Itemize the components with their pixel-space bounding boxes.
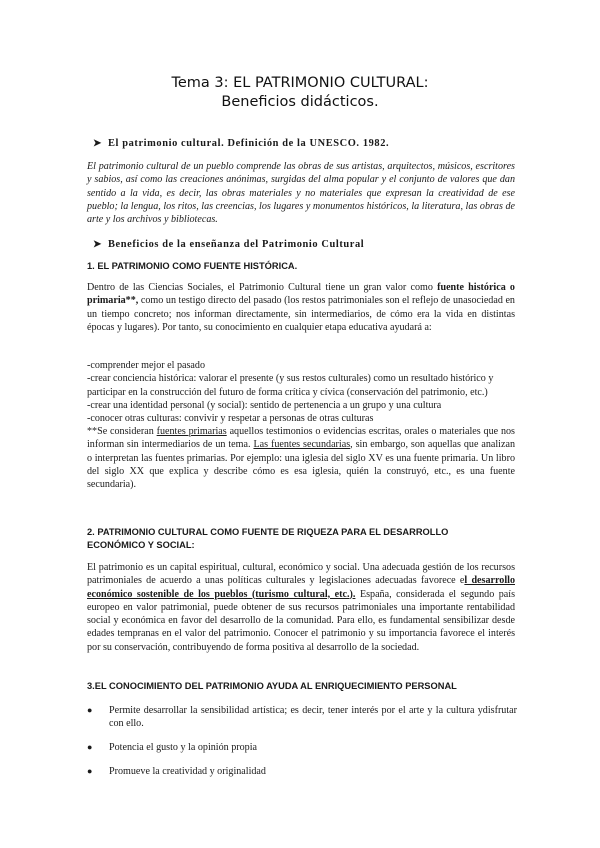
title-line-2: Beneficios didácticos. — [221, 94, 379, 110]
page-title — [0, 74, 600, 112]
note-text-c: , sin embargo, son aquellas que analizan o interpretan las fuentes primarias. Por ejemplo: una iglesia del siglo XV es una fuente primaria. Un libro del siglo XX que explica y describe cómo es esa iglesia, quién la construyó, etc., es una fuente secundaria). — [87, 439, 515, 491]
bullet-dot-icon: ● — [87, 766, 93, 776]
sources-note — [87, 425, 515, 491]
section-1-title: 1. EL PATRIMONIO COMO FUENTE HISTÓRICA. — [87, 261, 298, 271]
title-line-1: Tema 3: EL PATRIMONIO CULTURAL: — [171, 75, 429, 91]
section-2-paragraph — [87, 561, 515, 654]
section-1-text-a: Dentro de las Ciencias Sociales, el Patrimonio Cultural tiene un gran valor como — [87, 282, 433, 293]
bullet-text: Potencia el gusto y la opinión propia — [109, 742, 258, 753]
bullet-dot-icon: ● — [87, 742, 93, 752]
note-text-a: **Se consideran — [87, 426, 154, 437]
bullet-dot-icon: ● — [87, 705, 93, 715]
heading-unesco-text: El patrimonio cultural. Definición de la UNESCO. 1982. — [108, 138, 390, 149]
note-underline-primary: fuentes primarias — [156, 426, 227, 437]
section-1-paragraph — [87, 281, 515, 334]
section-2-bold: l desarrollo económico sostenible de los pueblos (turismo cultural, etc.). — [87, 575, 515, 600]
section-1-text-b: como un testigo directo del pasado (los restos patrimoniales son el reflejo de unasociedad en un tiempo concreto; nos informan directamente, sin intermediarios, de cómo era la vida en distintas épocas y lugares). Por tanto, su conocimiento en cualquier etapa educativa ayudará a: — [87, 295, 515, 333]
heading-unesco — [93, 138, 390, 149]
section-2-text-b: España, considerada el segundo país europeo en valor patrimonial, puede obtener de sus recursos patrimoniales una importante rentabilidad social y económica en favor del desarrollo de la comunidad. Para ello, es fundamental sensibilizar desde edades tempranas en el valor del patrimonio. Conocer el patrimonio y su importancia favorece el interés por su conservación, contribuyendo de forma positiva al desarrollo de la sociedad. — [87, 588, 516, 653]
section-3-title: 3.EL CONOCIMIENTO DEL PATRIMONIO AYUDA AL ENRIQUECIMIENTO PERSONAL — [87, 681, 457, 691]
section-2-title — [87, 526, 517, 552]
note-underline-secondary: Las fuentes secundarias — [253, 439, 351, 451]
unesco-definition: El patrimonio cultural de un pueblo comprende las obras de sus artistas, arquitectos, músicos, escritores y sabios, así como las creaciones anónimas, surgidas del alma popular y el conjunto de valores que dan sentido a la vida, es decir, las obras materiales y no materiales que expresan la creatividad de ese pueblo; la lengua, los ritos, las creencias, los lugares y monumentos históricos, la literatura, las obras de arte y los archivos y bibliotecas. — [87, 161, 515, 226]
list-item: -comprender mejor el pasado — [87, 360, 205, 371]
note-text-b: aquellos testimonios o evidencias escritas, orales o materiales que nos informan sin intermediarios de un tema. — [87, 426, 515, 451]
section-2-text-a: El patrimonio es un capital espiritual, cultural, económico y social. Una adecuada gestión de los recursos patrimoniales de acuerdo a unas políticas culturales y legislaciones adecuadas favorece e — [87, 562, 515, 587]
list-item: -conocer otras culturas: convivir y respetar a personas de otras culturas — [87, 413, 374, 425]
list-item: -crear conciencia histórica: valorar el presente (y sus restos culturales) como un resultado histórico y participar en la construcción del futuro de forma crítica y cívica (conservación del patrimonio, etc.) — [87, 373, 494, 398]
arrow-bullet-icon: ➤ — [93, 138, 102, 149]
list-item: -crear una identidad personal (y social): sentido de pertenencia a un grupo y una cultura — [87, 399, 442, 411]
section-1-bold: fuente histórica o primaria**, — [87, 282, 515, 307]
section-1-list — [87, 359, 515, 425]
arrow-bullet-icon: ➤ — [93, 239, 102, 250]
heading-beneficios-text: Beneficios de la enseñanza del Patrimonio Cultural — [108, 239, 365, 250]
section-2-title-line-2: ECONÓMICO Y SOCIAL: — [87, 540, 195, 550]
heading-beneficios — [93, 239, 365, 250]
bullet-text: Permite desarrollar la sensibilidad artística; es decir, tener interés por el arte y la cultura ydisfrutar con ello. — [109, 705, 517, 730]
section-2-title-line-1: 2. PATRIMONIO CULTURAL COMO FUENTE DE RIQUEZA PARA EL DESARROLLO — [87, 527, 449, 537]
bullet-text: Promueve la creatividad y originalidad — [109, 766, 266, 777]
